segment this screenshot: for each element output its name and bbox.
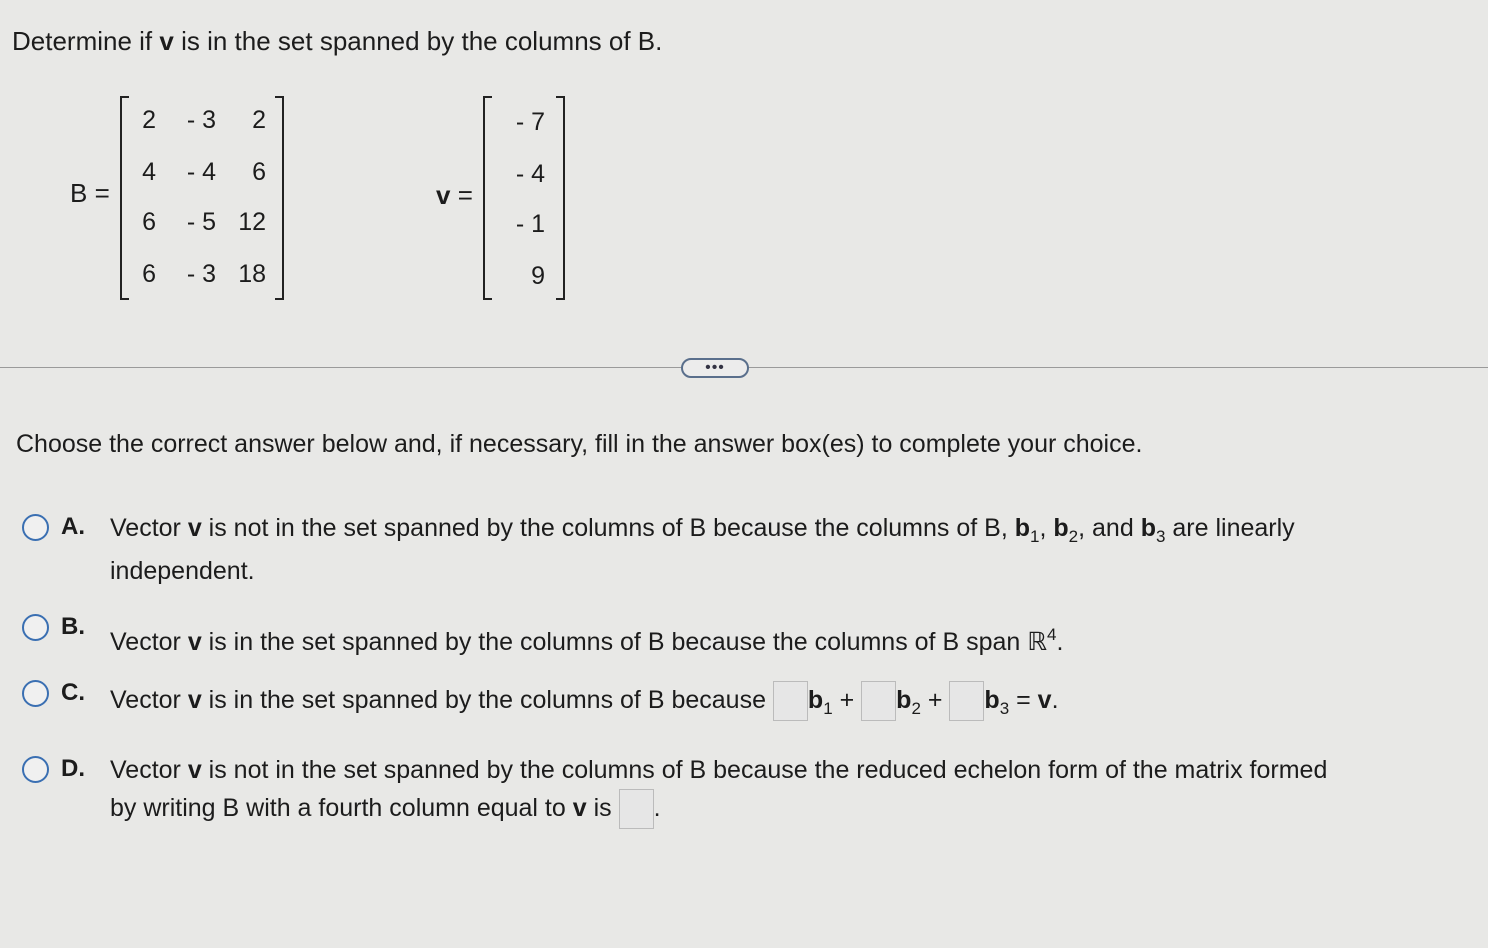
- option-d-text: Vector v is not in the set spanned by the columns of B because the reduced echelon form of the matrix formed: [110, 756, 1328, 784]
- vector-v-cell: - 7: [515, 108, 545, 136]
- option-a-text: Vector v is not in the set spanned by the columns of B because the columns of B, $b_1$, $b_2$, and $b_3$ are linearly: [110, 514, 1295, 546]
- vector-v-label: v =: [436, 180, 473, 210]
- bracket-corner: [483, 96, 492, 98]
- matrix-b-cell: 18: [238, 260, 266, 288]
- vector-v-right-bracket: [563, 96, 565, 300]
- more-options-button[interactable]: •••: [681, 358, 749, 378]
- option-c-radio[interactable]: [22, 680, 49, 707]
- matrix-b-cell: - 4: [186, 158, 216, 186]
- bracket-corner: [483, 298, 492, 300]
- vector-v-cell: - 4: [515, 160, 545, 188]
- option-b-letter: B.: [61, 613, 85, 640]
- bracket-corner: [120, 298, 129, 300]
- matrix-b-cell: 6: [142, 260, 156, 288]
- matrix-b-cell: - 5: [186, 208, 216, 236]
- option-a-text-line2: independent.: [110, 557, 255, 585]
- matrix-b-cell: 2: [252, 106, 266, 134]
- matrix-b-cell: 12: [238, 208, 266, 236]
- answer-box-c3[interactable]: [949, 681, 984, 721]
- option-b-radio[interactable]: [22, 614, 49, 641]
- bracket-corner: [275, 298, 284, 300]
- option-c-text: Vector v is in the set spanned by the columns of B because $b_1 + b_2 + b_3 = v$.: [110, 678, 1059, 731]
- bracket-corner: [556, 96, 565, 98]
- vector-v-cell: - 1: [515, 210, 545, 238]
- matrix-b-left-bracket: [120, 96, 122, 300]
- answer-box-c2[interactable]: [861, 681, 896, 721]
- bracket-corner: [275, 96, 284, 98]
- answer-box-d[interactable]: [619, 789, 654, 829]
- option-c-letter: C.: [61, 679, 85, 706]
- vector-v-left-bracket: [483, 96, 485, 300]
- matrix-b-cell: - 3: [186, 260, 216, 288]
- option-a-letter: A.: [61, 513, 85, 540]
- option-d-radio[interactable]: [22, 756, 49, 783]
- question-pre: Determine if: [12, 26, 160, 56]
- instruction-text: Choose the correct answer below and, if necessary, fill in the answer box(es) to complete your choice.: [16, 430, 1143, 458]
- option-d-letter: D.: [61, 755, 85, 782]
- matrix-b-cell: 6: [142, 208, 156, 236]
- matrix-b-cell: - 3: [186, 106, 216, 134]
- matrix-b-label: B =: [70, 178, 110, 208]
- option-d-text-line2: by writing B with a fourth column equal to v is .: [110, 786, 661, 830]
- matrix-b-cell: 2: [142, 106, 156, 134]
- question-vector: v: [159, 26, 174, 56]
- bracket-corner: [120, 96, 129, 98]
- matrix-b-cell: 6: [252, 158, 266, 186]
- option-b-text: Vector v is in the set spanned by the columns of B because the columns of B span ℝ$^4$.: [110, 625, 1064, 656]
- matrix-b-cell: 4: [142, 158, 156, 186]
- matrix-b-right-bracket: [282, 96, 284, 300]
- question-post: is in the set spanned by the columns of B.: [173, 26, 663, 56]
- bracket-corner: [556, 298, 565, 300]
- vector-v-cell: 9: [531, 262, 545, 290]
- option-a-radio[interactable]: [22, 514, 49, 541]
- answer-box-c1[interactable]: [773, 681, 808, 721]
- question-text: [12, 26, 662, 57]
